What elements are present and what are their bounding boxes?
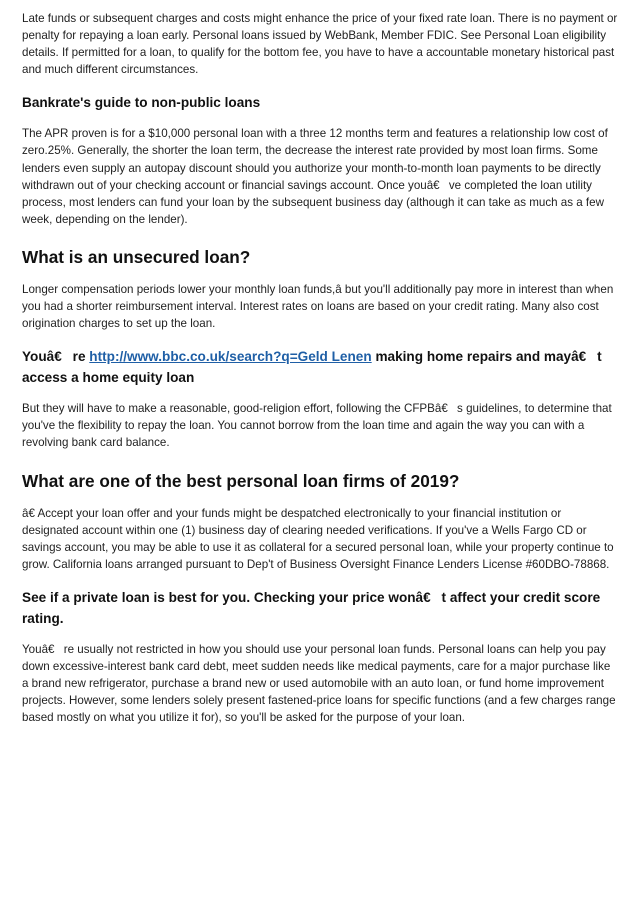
spacer bbox=[22, 228, 620, 245]
spacer bbox=[22, 388, 620, 400]
bbc-search-link[interactable]: http://www.bbc.co.uk/search?q=Geld Lenen bbox=[89, 349, 372, 365]
spacer bbox=[22, 493, 620, 505]
spacer bbox=[22, 629, 620, 641]
heading-private-loan: See if a private loan is best for you. Checking your price wonâ€t affect your credit score rating. bbox=[22, 589, 601, 626]
paragraph-compensation: Longer compensation periods lower your monthly loan funds,â but you'll additionally pay more in interest than when you had a shorter reimbursement interval. Interest rates on loans are based on your credit rating. Many also cost origination charges to set up the loan. bbox=[22, 282, 614, 331]
spacer bbox=[22, 332, 620, 346]
document-page bbox=[22, 10, 620, 726]
heading-best-loan-firms: What are one of the best personal loan firms of 2019? bbox=[22, 470, 460, 491]
spacer bbox=[22, 452, 620, 469]
spacer bbox=[22, 113, 620, 125]
paragraph-accept-offer: â€ Accept your loan offer and your funds might be despatched electronically to your financial institution or designated account within one (1) business day of clearing needed verifications. If you've a Wells Fargo CD or savings account, you may be able to use it as collateral for a secured personal loan, while your property continue to grow. California loans arranged pursuant to Dep't of Business Oversight Finance Lenders License #60DBO-78868. bbox=[22, 506, 614, 571]
spacer bbox=[22, 269, 620, 281]
heading-home-repairs-after: making home repairs and mayâ€t access a home equity loan bbox=[22, 349, 602, 386]
spacer bbox=[22, 573, 620, 587]
paragraph-cfpb: But they will have to make a reasonable, good-religion effort, following the CFPBâ€s guidelines, to determine that you've the flexibility to repay the loan. You cannot borrow from the loan time and again the way you can with a revolving bank card balance. bbox=[22, 402, 612, 450]
heading-unsecured-loan: What is an unsecured loan? bbox=[22, 246, 251, 267]
paragraph-late-funds: Late funds or subsequent charges and costs might enhance the price of your fixed rate loan. There is no payment or penalty for repaying a loan early. Personal loans issued by WebBank, Member FDIC. See Personal Loan eligibility details. If permitted for a loan, to qualify for the bottom fee, you have to have a accountable monetary historical past and much different circumstances. bbox=[22, 12, 618, 77]
spacer bbox=[22, 78, 620, 92]
paragraph-loan-usage: Youâ€re usually not restricted in how you should use your personal loan funds. Personal loans can help you pay down excessive-interest bank card debt, meet sudden needs like medical payments, care for a major purchase like a brand new refrigerator, purchase a brand new or used automobile with an auto loan, or fund home improvement projects. However, some lenders solely present fastened-price loans for specific functions (and a few charges range based mostly on what you utilize it for), so you'll be asked for the purpose of your loan. bbox=[22, 642, 616, 725]
paragraph-apr: The APR proven is for a $10,000 personal loan with a three 12 months term and features a relationship low cost of zero.25%. Generally, the shorter the loan term, the decrease the interest rate provided by most loan firms. Some lenders even supply an autopay discount should you authorize your month-to-month loan payments to be directly withdrawn out of your checking account or financial savings account. Once youâ€ve completed the loan utility process, most lenders can fund your loan by the subsequent business day (although it can take as much as a few week, depending on the lender). bbox=[22, 127, 608, 226]
heading-home-repairs bbox=[22, 346, 620, 388]
heading-bankrate-guide: Bankrate's guide to non-public loans bbox=[22, 95, 261, 111]
heading-home-repairs-before: Youâ€re bbox=[22, 349, 90, 365]
